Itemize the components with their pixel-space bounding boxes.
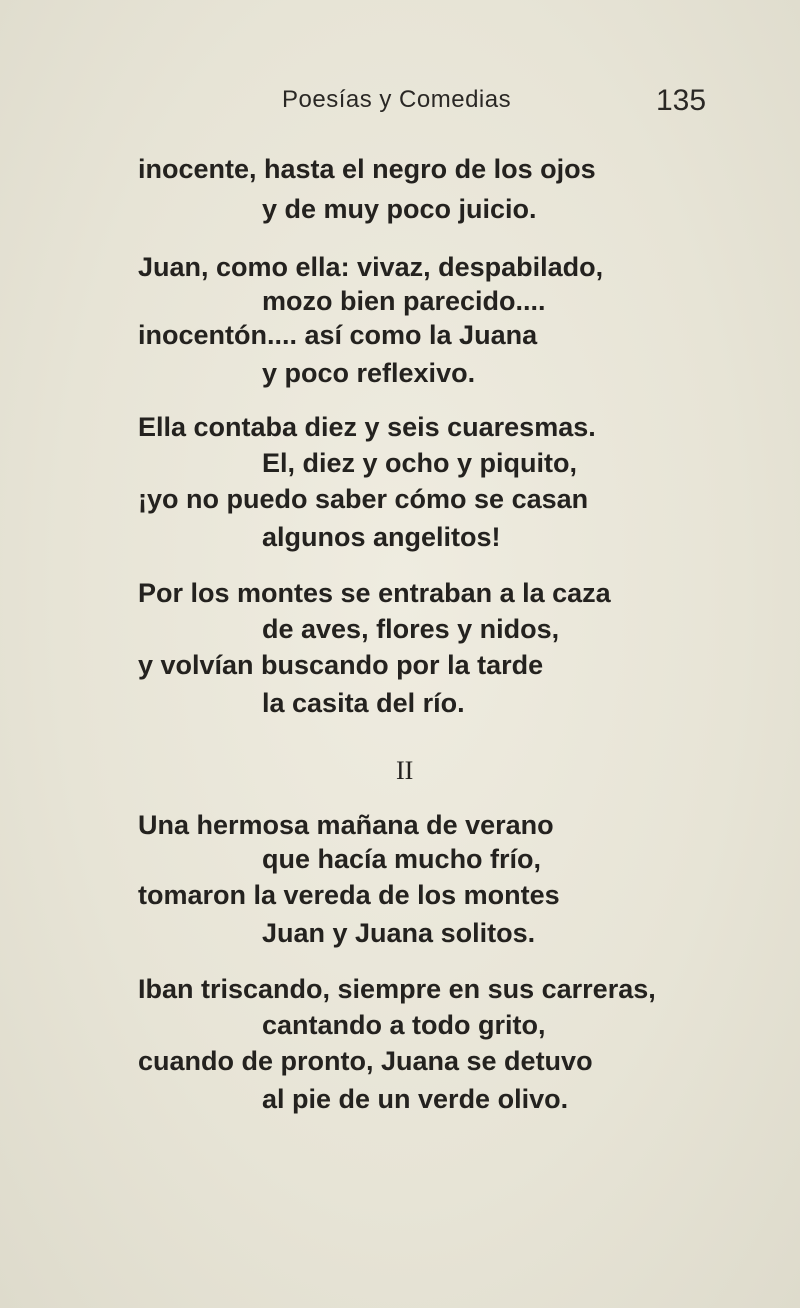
- verse-line: mozo bien parecido....: [262, 286, 546, 316]
- verse-line: y poco reflexivo.: [262, 358, 476, 388]
- verse-line: ¡yo no puedo saber cómo se casan: [138, 484, 589, 514]
- verse-line: El, diez y ocho y piquito,: [262, 448, 578, 478]
- verse-line: cantando a todo grito,: [262, 1010, 546, 1040]
- verse-line: inocente, hasta el negro de los ojos: [138, 154, 596, 184]
- verse-line: Iban triscando, siempre en sus carreras,: [138, 974, 656, 1004]
- running-head-title: Poesías y Comedias: [282, 86, 512, 113]
- verse-line: Juan, como ella: vivaz, despabilado,: [138, 252, 604, 282]
- verse-line: Por los montes se entraban a la caza: [138, 578, 611, 608]
- verse-line: tomaron la vereda de los montes: [138, 880, 560, 910]
- verse-line: inocentón.... así como la Juana: [138, 320, 538, 350]
- page-number: 135: [656, 84, 707, 117]
- verse-line: algunos angelitos!: [262, 522, 501, 552]
- verse-line: la casita del río.: [262, 688, 465, 718]
- verse-line: Juan y Juana solitos.: [262, 918, 536, 948]
- verse-line: Una hermosa mañana de verano: [138, 810, 554, 840]
- verse-line: al pie de un verde olivo.: [262, 1084, 569, 1114]
- verse-line: de aves, flores y nidos,: [262, 614, 560, 644]
- verse-line: Ella contaba diez y seis cuaresmas.: [138, 412, 596, 442]
- verse-line: que hacía mucho frío,: [262, 844, 542, 874]
- verse-line: y volvían buscando por la tarde: [138, 650, 544, 680]
- verse-line: cuando de pronto, Juana se detuvo: [138, 1046, 593, 1076]
- section-number: II: [396, 756, 414, 785]
- verse-line: y de muy poco juicio.: [262, 194, 537, 224]
